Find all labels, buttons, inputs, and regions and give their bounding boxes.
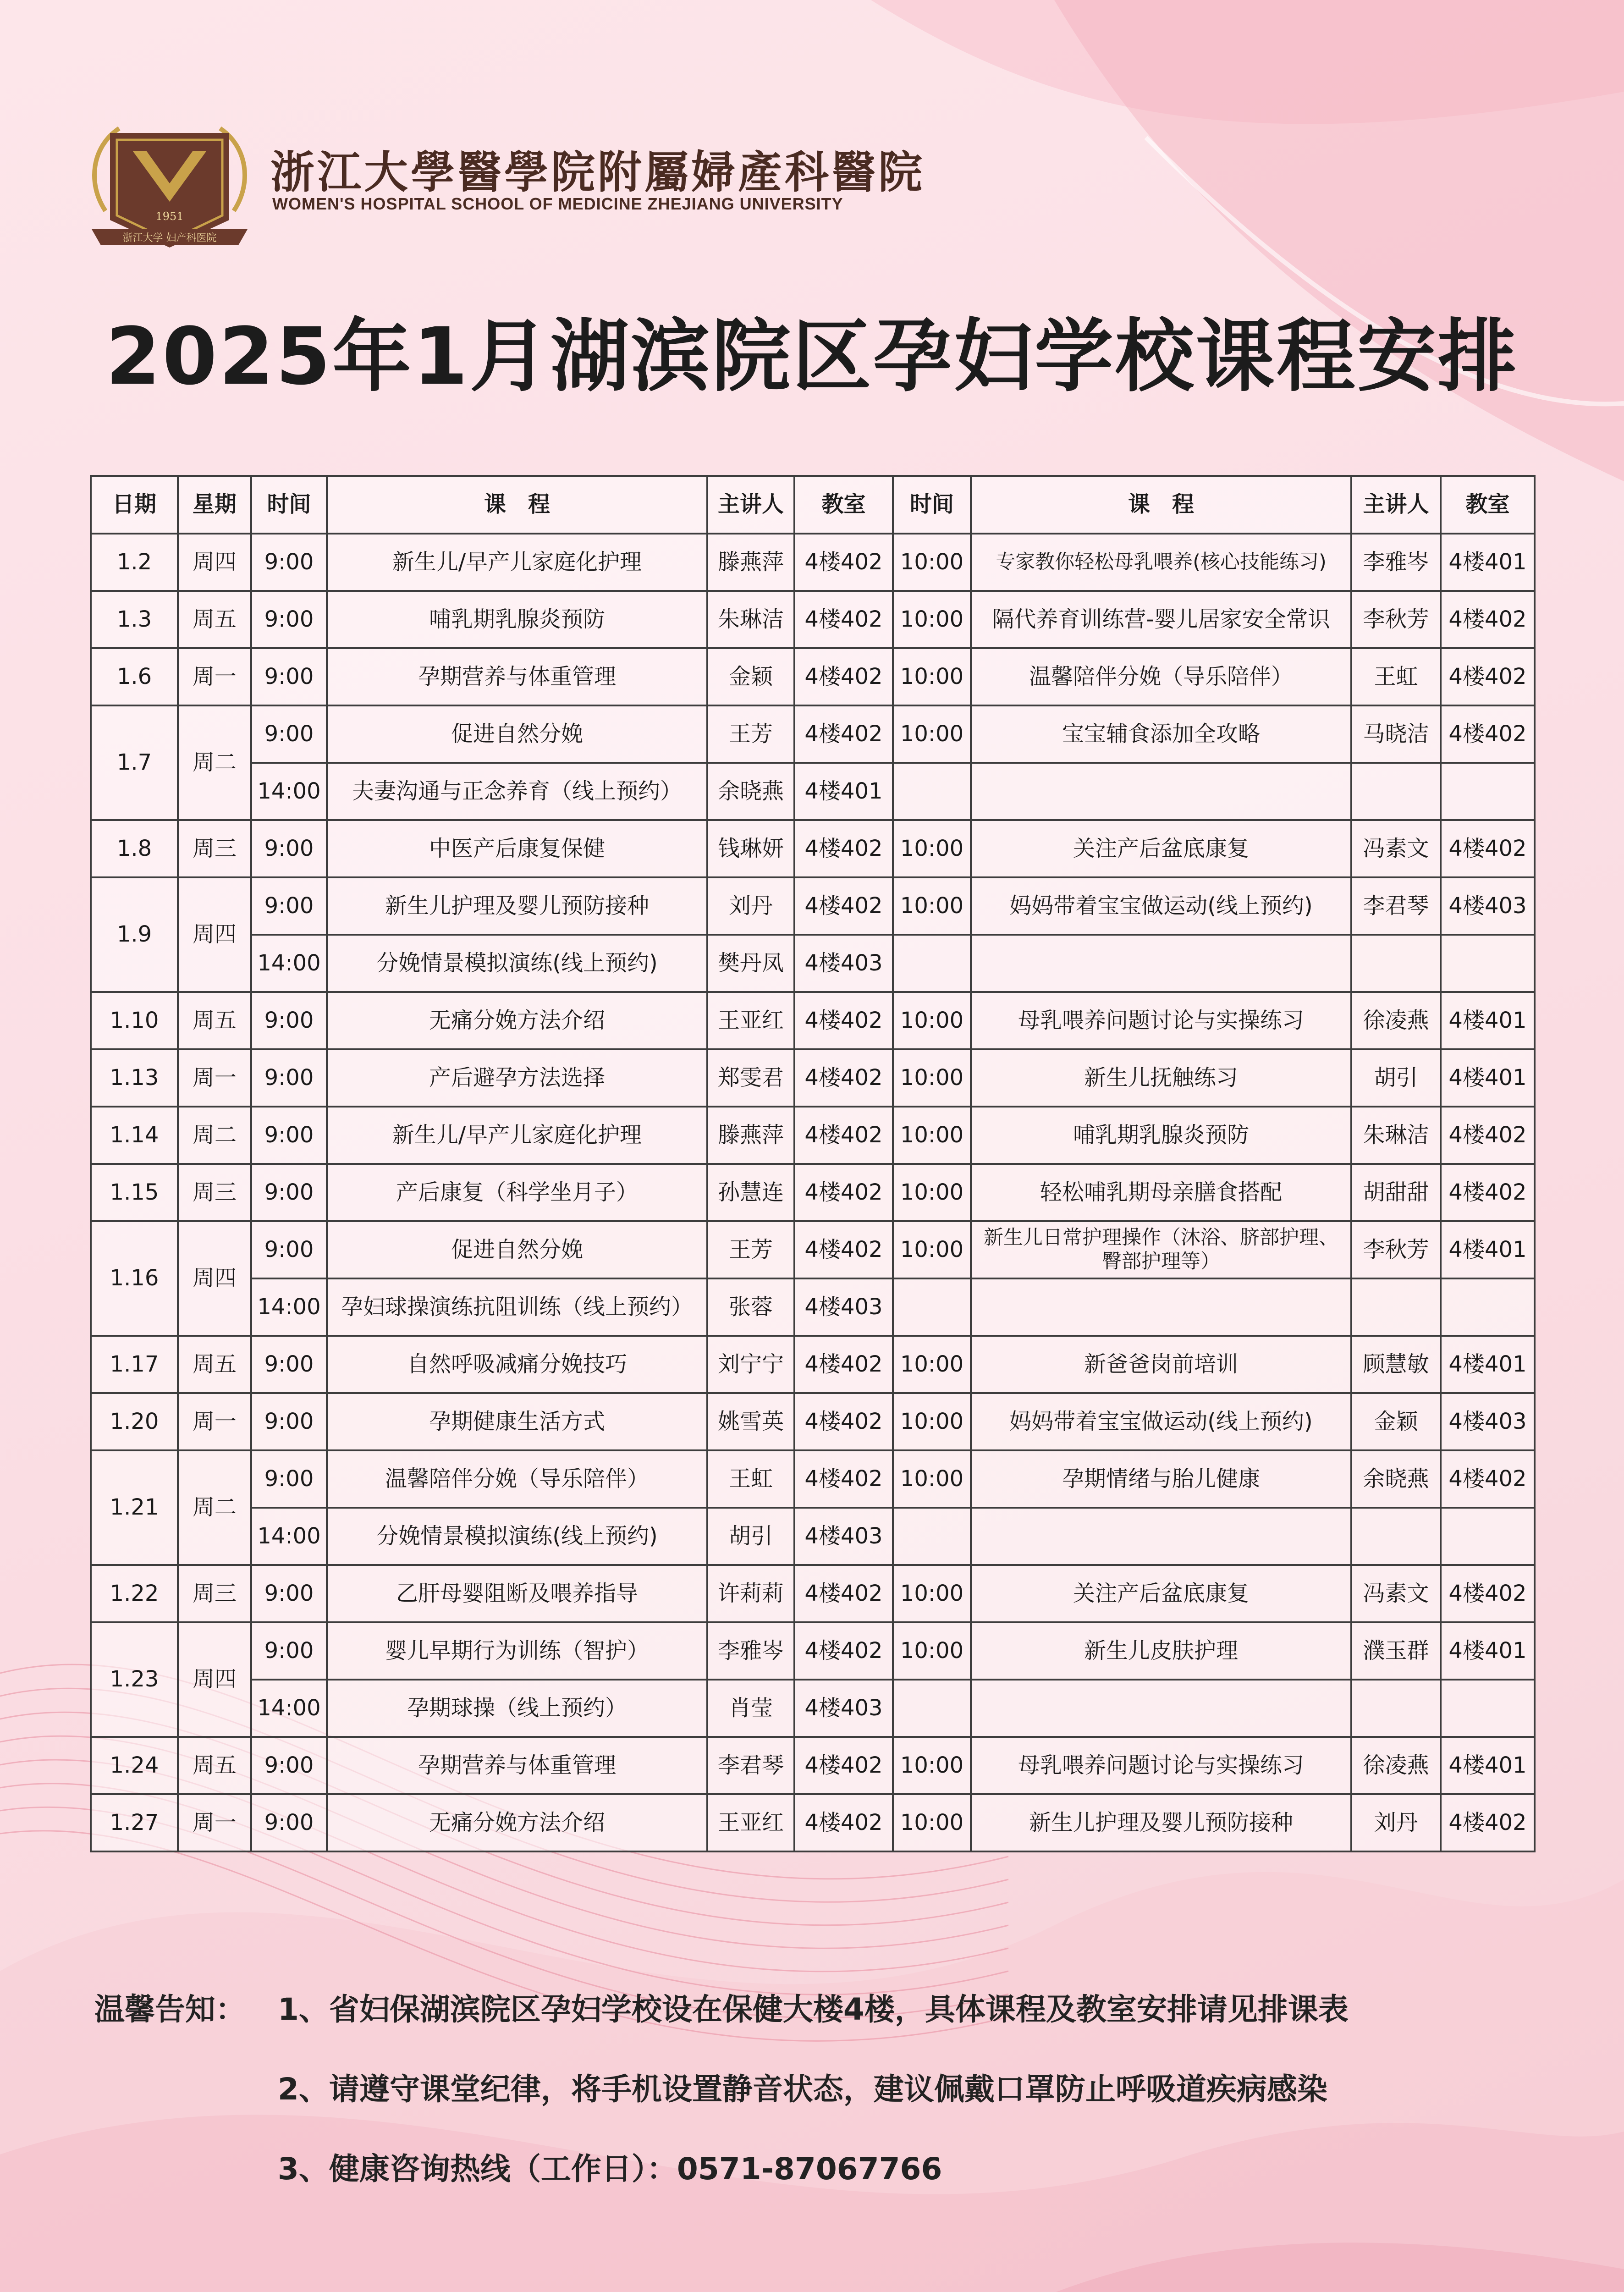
cell-room: 4楼403	[794, 1680, 893, 1737]
cell-course: 产后康复（科学坐月子）	[327, 1164, 707, 1221]
table-row	[91, 1393, 1535, 1450]
cell-date: 1.3	[91, 591, 178, 648]
cell-room-2	[1441, 935, 1535, 992]
cell-lecturer-2: 李秋芳	[1351, 1221, 1441, 1278]
cell-date: 1.22	[91, 1565, 178, 1622]
cell-course: 乙肝母婴阻断及喂养指导	[327, 1565, 707, 1622]
cell-date: 1.20	[91, 1393, 178, 1450]
table-row	[91, 705, 1535, 763]
cell-time-2: 10:00	[893, 1336, 971, 1393]
col-lecturer-1: 主讲人	[707, 476, 794, 534]
cell-course-2: 温馨陪伴分娩（导乐陪伴）	[971, 648, 1351, 705]
cell-room-2: 4楼401	[1441, 534, 1535, 591]
cell-time-2: 10:00	[893, 648, 971, 705]
cell-course-2: 新生儿日常护理操作（沐浴、脐部护理、臀部护理等）	[971, 1221, 1351, 1278]
cell-course-2: 关注产后盆底康复	[971, 820, 1351, 877]
cell-time-2: 10:00	[893, 1565, 971, 1622]
cell-room-2: 4楼401	[1441, 1049, 1535, 1107]
cell-room: 4楼402	[794, 877, 893, 935]
cell-weekday: 周四	[178, 1622, 251, 1737]
table-row	[91, 534, 1535, 591]
table-row	[91, 1164, 1535, 1221]
table-row	[91, 1450, 1535, 1508]
table-row	[91, 1508, 1535, 1565]
cell-time: 14:00	[251, 935, 327, 992]
cell-course: 孕期球操（线上预约）	[327, 1680, 707, 1737]
cell-room-2: 4楼401	[1441, 1336, 1535, 1393]
table-row	[91, 1565, 1535, 1622]
cell-lecturer-2: 李雅岑	[1351, 534, 1441, 591]
cell-date: 1.7	[91, 705, 178, 820]
cell-course: 促进自然分娩	[327, 1221, 707, 1278]
cell-date: 1.24	[91, 1737, 178, 1794]
cell-lecturer-2: 徐凌燕	[1351, 1737, 1441, 1794]
cell-weekday: 周五	[178, 1737, 251, 1794]
table-row	[91, 1278, 1535, 1336]
cell-room: 4楼403	[794, 1278, 893, 1336]
cell-room: 4楼402	[794, 1737, 893, 1794]
cell-lecturer-2: 徐凌燕	[1351, 992, 1441, 1049]
cell-time-2: 10:00	[893, 591, 971, 648]
cell-time-2: 10:00	[893, 820, 971, 877]
cell-room-2	[1441, 763, 1535, 820]
table-row	[91, 935, 1535, 992]
cell-room-2: 4楼402	[1441, 1107, 1535, 1164]
cell-course: 哺乳期乳腺炎预防	[327, 591, 707, 648]
cell-course-2	[971, 1278, 1351, 1336]
cell-room: 4楼402	[794, 648, 893, 705]
cell-weekday: 周一	[178, 648, 251, 705]
cell-time-2: 10:00	[893, 992, 971, 1049]
hospital-logo	[78, 105, 261, 257]
hospital-name-en: WOMEN'S HOSPITAL SCHOOL OF MEDICINE ZHEJIANG UNIVERSITY	[272, 194, 843, 213]
notice-item-2: 2、请遵守课堂纪律，将手机设置静音状态，建议佩戴口罩防止呼吸道疾病感染	[278, 2072, 1327, 2107]
cell-time: 14:00	[251, 763, 327, 820]
cell-lecturer: 郑雯君	[707, 1049, 794, 1107]
cell-course: 产后避孕方法选择	[327, 1049, 707, 1107]
cell-room-2: 4楼401	[1441, 1737, 1535, 1794]
cell-time-2: 10:00	[893, 534, 971, 591]
cell-weekday: 周三	[178, 820, 251, 877]
cell-room: 4楼402	[794, 1450, 893, 1508]
cell-date: 1.8	[91, 820, 178, 877]
cell-room: 4楼402	[794, 1794, 893, 1851]
table-row	[91, 1336, 1535, 1393]
cell-room: 4楼402	[794, 820, 893, 877]
cell-weekday: 周三	[178, 1565, 251, 1622]
cell-course-2: 妈妈带着宝宝做运动(线上预约)	[971, 877, 1351, 935]
cell-lecturer-2: 顾慧敏	[1351, 1336, 1441, 1393]
cell-date: 1.27	[91, 1794, 178, 1851]
cell-date: 1.14	[91, 1107, 178, 1164]
cell-room: 4楼402	[794, 705, 893, 763]
cell-course: 分娩情景模拟演练(线上预约)	[327, 935, 707, 992]
table-row	[91, 877, 1535, 935]
cell-time: 9:00	[251, 1450, 327, 1508]
cell-date: 1.15	[91, 1164, 178, 1221]
cell-room: 4楼402	[794, 1393, 893, 1450]
cell-lecturer: 肖莹	[707, 1680, 794, 1737]
cell-course-2: 新生儿护理及婴儿预防接种	[971, 1794, 1351, 1851]
cell-time-2: 10:00	[893, 1049, 971, 1107]
cell-room: 4楼401	[794, 763, 893, 820]
cell-lecturer-2: 李秋芳	[1351, 591, 1441, 648]
cell-course-2: 隔代养育训练营-婴儿居家安全常识	[971, 591, 1351, 648]
table-row	[91, 1049, 1535, 1107]
cell-room: 4楼403	[794, 1508, 893, 1565]
cell-course-2: 母乳喂养问题讨论与实操练习	[971, 1737, 1351, 1794]
notice-item-1: 1、省妇保湖滨院区孕妇学校设在保健大楼4楼，具体课程及教室安排请见排课表	[278, 1992, 1349, 2027]
cell-course: 自然呼吸减痛分娩技巧	[327, 1336, 707, 1393]
cell-course: 新生儿/早产儿家庭化护理	[327, 534, 707, 591]
col-lecturer-2: 主讲人	[1351, 476, 1441, 534]
table-row	[91, 591, 1535, 648]
cell-date: 1.2	[91, 534, 178, 591]
cell-room: 4楼402	[794, 1107, 893, 1164]
cell-lecturer-2: 冯素文	[1351, 820, 1441, 877]
col-weekday: 星期	[178, 476, 251, 534]
table-header-row	[91, 476, 1535, 534]
cell-weekday: 周二	[178, 705, 251, 820]
cell-course: 孕妇球操演练抗阻训练（线上预约）	[327, 1278, 707, 1336]
cell-room-2: 4楼402	[1441, 1565, 1535, 1622]
cell-course: 温馨陪伴分娩（导乐陪伴）	[327, 1450, 707, 1508]
cell-room: 4楼402	[794, 1622, 893, 1680]
cell-time-2: 10:00	[893, 1393, 971, 1450]
logo-year: 1951	[155, 210, 184, 223]
col-time-1: 时间	[251, 476, 327, 534]
cell-date: 1.21	[91, 1450, 178, 1565]
cell-course: 无痛分娩方法介绍	[327, 1794, 707, 1851]
col-date: 日期	[91, 476, 178, 534]
cell-date: 1.16	[91, 1221, 178, 1336]
cell-time-2	[893, 763, 971, 820]
cell-room: 4楼402	[794, 1221, 893, 1278]
cell-time-2: 10:00	[893, 1164, 971, 1221]
cell-room: 4楼402	[794, 591, 893, 648]
cell-lecturer-2: 李君琴	[1351, 877, 1441, 935]
cell-room: 4楼402	[794, 992, 893, 1049]
table-row	[91, 1794, 1535, 1851]
cell-room-2: 4楼402	[1441, 705, 1535, 763]
col-room-1: 教室	[794, 476, 893, 534]
cell-lecturer: 王亚红	[707, 992, 794, 1049]
cell-course-2: 妈妈带着宝宝做运动(线上预约)	[971, 1393, 1351, 1450]
cell-weekday: 周一	[178, 1049, 251, 1107]
table-row	[91, 1107, 1535, 1164]
table-row	[91, 992, 1535, 1049]
cell-room-2: 4楼402	[1441, 820, 1535, 877]
table-row	[91, 1221, 1535, 1278]
cell-lecturer-2: 余晓燕	[1351, 1450, 1441, 1508]
cell-lecturer-2: 濮玉群	[1351, 1622, 1441, 1680]
cell-time: 9:00	[251, 534, 327, 591]
cell-lecturer: 胡引	[707, 1508, 794, 1565]
cell-lecturer-2: 金颖	[1351, 1393, 1441, 1450]
cell-weekday: 周五	[178, 1336, 251, 1393]
cell-course-2: 孕期情绪与胎儿健康	[971, 1450, 1351, 1508]
cell-course: 婴儿早期行为训练（智护）	[327, 1622, 707, 1680]
cell-lecturer: 王虹	[707, 1450, 794, 1508]
cell-time-2: 10:00	[893, 877, 971, 935]
cell-course-2: 新生儿抚触练习	[971, 1049, 1351, 1107]
cell-lecturer: 王芳	[707, 705, 794, 763]
cell-time-2: 10:00	[893, 1107, 971, 1164]
cell-weekday: 周二	[178, 1450, 251, 1565]
cell-time: 9:00	[251, 1107, 327, 1164]
cell-lecturer-2: 马晓洁	[1351, 705, 1441, 763]
cell-lecturer-2	[1351, 1508, 1441, 1565]
cell-lecturer: 余晓燕	[707, 763, 794, 820]
cell-course-2	[971, 935, 1351, 992]
cell-lecturer: 许莉莉	[707, 1565, 794, 1622]
cell-course-2: 轻松哺乳期母亲膳食搭配	[971, 1164, 1351, 1221]
cell-course-2	[971, 763, 1351, 820]
cell-time: 9:00	[251, 705, 327, 763]
cell-room-2	[1441, 1278, 1535, 1336]
cell-room-2: 4楼402	[1441, 648, 1535, 705]
cell-lecturer: 滕燕萍	[707, 534, 794, 591]
cell-time: 9:00	[251, 1164, 327, 1221]
notice-item-3: 3、健康咨询热线（工作日）：0571-87067766	[278, 2151, 942, 2187]
cell-lecturer-2	[1351, 935, 1441, 992]
cell-weekday: 周四	[178, 877, 251, 992]
cell-course-2: 关注产后盆底康复	[971, 1565, 1351, 1622]
cell-course-2: 母乳喂养问题讨论与实操练习	[971, 992, 1351, 1049]
cell-weekday: 周五	[178, 591, 251, 648]
cell-time-2: 10:00	[893, 1221, 971, 1278]
cell-lecturer: 钱琳妍	[707, 820, 794, 877]
cell-time-2	[893, 935, 971, 992]
cell-lecturer: 王亚红	[707, 1794, 794, 1851]
cell-course-2: 新生儿皮肤护理	[971, 1622, 1351, 1680]
cell-room-2: 4楼402	[1441, 1164, 1535, 1221]
cell-weekday: 周四	[178, 1221, 251, 1336]
cell-time-2: 10:00	[893, 705, 971, 763]
cell-time: 9:00	[251, 1622, 327, 1680]
cell-course: 促进自然分娩	[327, 705, 707, 763]
cell-lecturer-2	[1351, 1680, 1441, 1737]
cell-time: 9:00	[251, 1737, 327, 1794]
cell-room-2: 4楼401	[1441, 1622, 1535, 1680]
cell-room: 4楼402	[794, 1049, 893, 1107]
cell-lecturer: 张蓉	[707, 1278, 794, 1336]
cell-course: 分娩情景模拟演练(线上预约)	[327, 1508, 707, 1565]
cell-lecturer: 金颖	[707, 648, 794, 705]
cell-lecturer: 王芳	[707, 1221, 794, 1278]
cell-course-2: 专家教你轻松母乳喂养(核心技能练习)	[971, 534, 1351, 591]
cell-time: 14:00	[251, 1278, 327, 1336]
cell-lecturer: 樊丹凤	[707, 935, 794, 992]
cell-room-2: 4楼401	[1441, 992, 1535, 1049]
cell-lecturer: 刘宁宁	[707, 1336, 794, 1393]
cell-course-2	[971, 1508, 1351, 1565]
cell-time: 14:00	[251, 1508, 327, 1565]
cell-date: 1.6	[91, 648, 178, 705]
cell-room-2: 4楼402	[1441, 1794, 1535, 1851]
cell-room: 4楼402	[794, 534, 893, 591]
table-row	[91, 1680, 1535, 1737]
cell-date: 1.9	[91, 877, 178, 992]
cell-time: 9:00	[251, 1221, 327, 1278]
schedule-table	[90, 475, 1536, 1852]
cell-time: 9:00	[251, 1565, 327, 1622]
cell-time: 9:00	[251, 1336, 327, 1393]
cell-room: 4楼402	[794, 1336, 893, 1393]
cell-lecturer: 孙慧连	[707, 1164, 794, 1221]
cell-lecturer-2	[1351, 763, 1441, 820]
cell-course: 孕期营养与体重管理	[327, 1737, 707, 1794]
cell-course: 孕期健康生活方式	[327, 1393, 707, 1450]
cell-time: 9:00	[251, 1794, 327, 1851]
cell-time: 9:00	[251, 877, 327, 935]
cell-lecturer-2: 胡引	[1351, 1049, 1441, 1107]
cell-course-2	[971, 1680, 1351, 1737]
cell-lecturer-2: 胡甜甜	[1351, 1164, 1441, 1221]
cell-course-2: 新爸爸岗前培训	[971, 1336, 1351, 1393]
cell-time: 14:00	[251, 1680, 327, 1737]
cell-weekday: 周五	[178, 992, 251, 1049]
col-room-2: 教室	[1441, 476, 1535, 534]
cell-date: 1.23	[91, 1622, 178, 1737]
logo-caption: 浙江大学 妇产科医院	[122, 232, 217, 244]
cell-time: 9:00	[251, 992, 327, 1049]
cell-course: 中医产后康复保健	[327, 820, 707, 877]
cell-time-2: 10:00	[893, 1622, 971, 1680]
cell-lecturer: 刘丹	[707, 877, 794, 935]
col-course-2: 课 程	[971, 476, 1351, 534]
cell-room-2: 4楼403	[1441, 877, 1535, 935]
col-course-1: 课 程	[327, 476, 707, 534]
table-row	[91, 820, 1535, 877]
cell-time-2	[893, 1680, 971, 1737]
table-row	[91, 763, 1535, 820]
cell-course: 新生儿/早产儿家庭化护理	[327, 1107, 707, 1164]
cell-room: 4楼402	[794, 1565, 893, 1622]
cell-weekday: 周一	[178, 1794, 251, 1851]
cell-time: 9:00	[251, 648, 327, 705]
cell-room: 4楼403	[794, 935, 893, 992]
cell-lecturer: 李雅岑	[707, 1622, 794, 1680]
cell-lecturer: 姚雪英	[707, 1393, 794, 1450]
cell-lecturer: 滕燕萍	[707, 1107, 794, 1164]
cell-time-2: 10:00	[893, 1794, 971, 1851]
table-row	[91, 1622, 1535, 1680]
notice-label: 温馨告知：	[94, 1992, 246, 2027]
cell-time: 9:00	[251, 1393, 327, 1450]
cell-course: 夫妻沟通与正念养育（线上预约）	[327, 763, 707, 820]
cell-room-2: 4楼401	[1441, 1221, 1535, 1278]
cell-lecturer-2: 朱琳洁	[1351, 1107, 1441, 1164]
cell-date: 1.13	[91, 1049, 178, 1107]
cell-lecturer: 李君琴	[707, 1737, 794, 1794]
cell-time-2: 10:00	[893, 1450, 971, 1508]
col-time-2: 时间	[893, 476, 971, 534]
cell-time: 9:00	[251, 820, 327, 877]
cell-weekday: 周二	[178, 1107, 251, 1164]
cell-course: 孕期营养与体重管理	[327, 648, 707, 705]
cell-lecturer-2: 王虹	[1351, 648, 1441, 705]
cell-lecturer-2: 冯素文	[1351, 1565, 1441, 1622]
cell-course-2: 宝宝辅食添加全攻略	[971, 705, 1351, 763]
page-title: 2025年1月湖滨院区孕妇学校课程安排	[105, 310, 1519, 402]
cell-room-2: 4楼402	[1441, 591, 1535, 648]
cell-lecturer-2: 刘丹	[1351, 1794, 1441, 1851]
cell-time: 9:00	[251, 591, 327, 648]
cell-course-2: 哺乳期乳腺炎预防	[971, 1107, 1351, 1164]
cell-time-2	[893, 1508, 971, 1565]
cell-course: 新生儿护理及婴儿预防接种	[327, 877, 707, 935]
cell-weekday: 周三	[178, 1164, 251, 1221]
cell-time: 9:00	[251, 1049, 327, 1107]
cell-weekday: 周四	[178, 534, 251, 591]
cell-room-2	[1441, 1680, 1535, 1737]
cell-room-2: 4楼402	[1441, 1450, 1535, 1508]
cell-room-2	[1441, 1508, 1535, 1565]
cell-lecturer-2	[1351, 1278, 1441, 1336]
cell-time-2	[893, 1278, 971, 1336]
cell-weekday: 周一	[178, 1393, 251, 1450]
cell-time-2: 10:00	[893, 1737, 971, 1794]
cell-date: 1.10	[91, 992, 178, 1049]
cell-date: 1.17	[91, 1336, 178, 1393]
table-row	[91, 648, 1535, 705]
table-row	[91, 1737, 1535, 1794]
cell-room-2: 4楼403	[1441, 1393, 1535, 1450]
cell-course: 无痛分娩方法介绍	[327, 992, 707, 1049]
hospital-name-cn: 浙江大學醫學院附屬婦產科醫院	[270, 146, 925, 198]
cell-room: 4楼402	[794, 1164, 893, 1221]
cell-lecturer: 朱琳洁	[707, 591, 794, 648]
